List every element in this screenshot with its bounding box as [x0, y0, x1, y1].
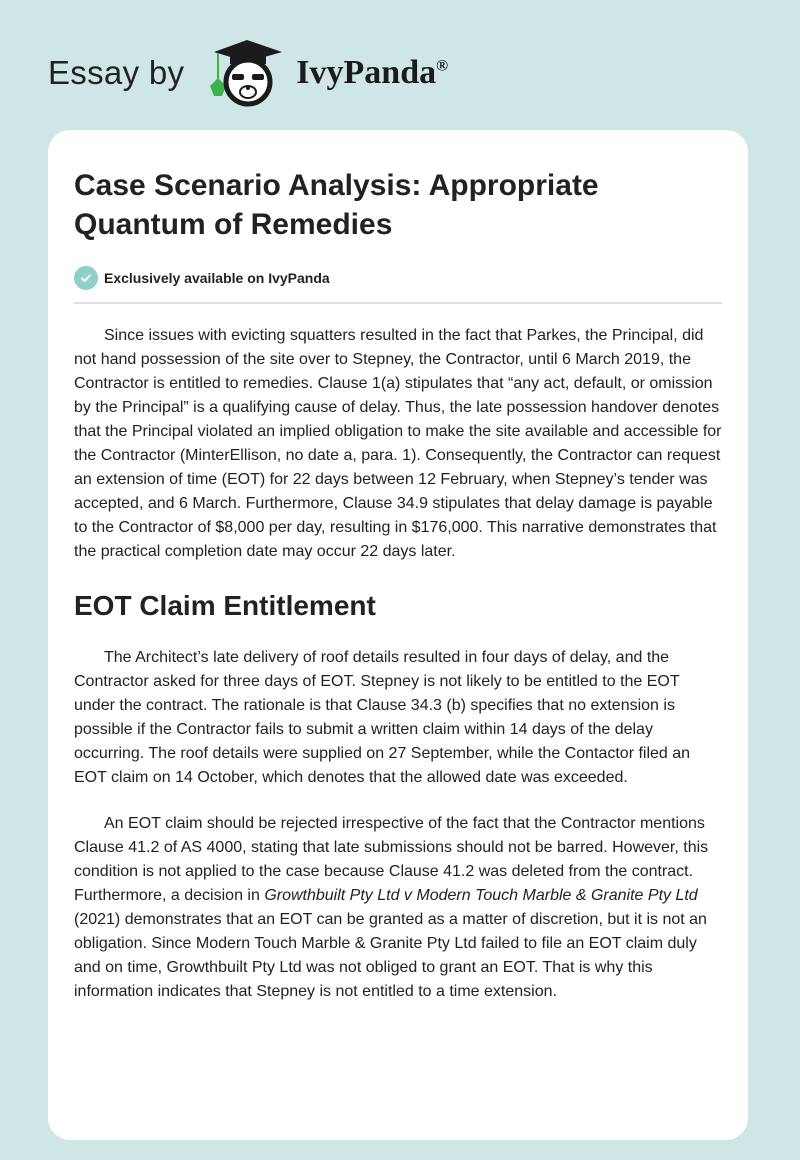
essay-card — [48, 130, 748, 1140]
site-header — [48, 38, 448, 108]
essay-by-label: Essay by — [48, 54, 185, 91]
registered-mark: ® — [436, 57, 449, 75]
paragraph-text: An EOT claim should be rejected irrespective of the fact that the Contractor mentions Clause 41.2 of AS 4000, stating that late submissions should not be barred. However, this condition is not applied to the case because Clause 41.2 was deleted from the contract. Furthermore, a decision in — [74, 815, 709, 904]
divider — [74, 302, 722, 304]
exclusive-badge — [74, 266, 722, 290]
check-icon — [74, 266, 98, 290]
paragraph: Since issues with evicting squatters resulted in the fact that Parkes, the Principal, did not hand possession of the site over to Stepney, the Contractor, until 6 March 2019, the Contractor is entitled to remedies. Clause 1(a) stipulates that “any act, default, or omission by the Principal” is a qualifying cause of delay. Thus, the late possession handover denotes that the Principal violated an implied obligation to make the site available and accessible for the Contractor (MinterEllison, no date a, para. 1). Consequently, the Contractor can request an extension of time (EOT) for 22 days between 12 February, when Stepney’s tender was accepted, and 6 March. Furthermore, Clause 34.9 stipulates that delay damage is payable to the Contractor of $8,000 per day, resulting in $176,000. This narrative demonstrates that the practical completion date may occur 22 days later. — [74, 327, 722, 560]
paragraph — [74, 812, 722, 1004]
paragraph-text: (2021) demonstrates that an EOT can be granted as a matter of discretion, but it is not an obligation. Since Modern Touch Marble & Granite Pty Ltd failed to file an EOT claim duly and on time, Growthbuilt Pty Ltd was not obliged to grant an EOT. That is why this information indicates that Stepney is not entitled to a time extension. — [74, 911, 707, 1000]
paragraph: The Architect’s late delivery of roof details resulted in four days of delay, and the Contractor asked for three days of EOT. Stepney is not likely to be entitled to the EOT under the contract. The rationale is that Clause 34.3 (b) specifies that no extension is possible if the Contractor fails to submit a written claim within 14 days of the delay occurring. The roof details were supplied on 27 September, while the Contactor filed an EOT claim on 14 October, which denotes that the allowed date was exceeded. — [74, 649, 691, 786]
page-title: Case Scenario Analysis: Appropriate Quantum of Remedies — [74, 169, 599, 241]
exclusive-label: Exclusively available on IvyPanda — [104, 270, 330, 286]
brand-name[interactable] — [296, 54, 448, 92]
ivypanda-logo-icon[interactable] — [204, 38, 290, 108]
section-heading: EOT Claim Entitlement — [74, 590, 376, 621]
brand-text: IvyPanda — [296, 54, 437, 91]
case-citation: Growthbuilt Pty Ltd v Modern Touch Marble & Granite Pty Ltd — [264, 887, 698, 904]
